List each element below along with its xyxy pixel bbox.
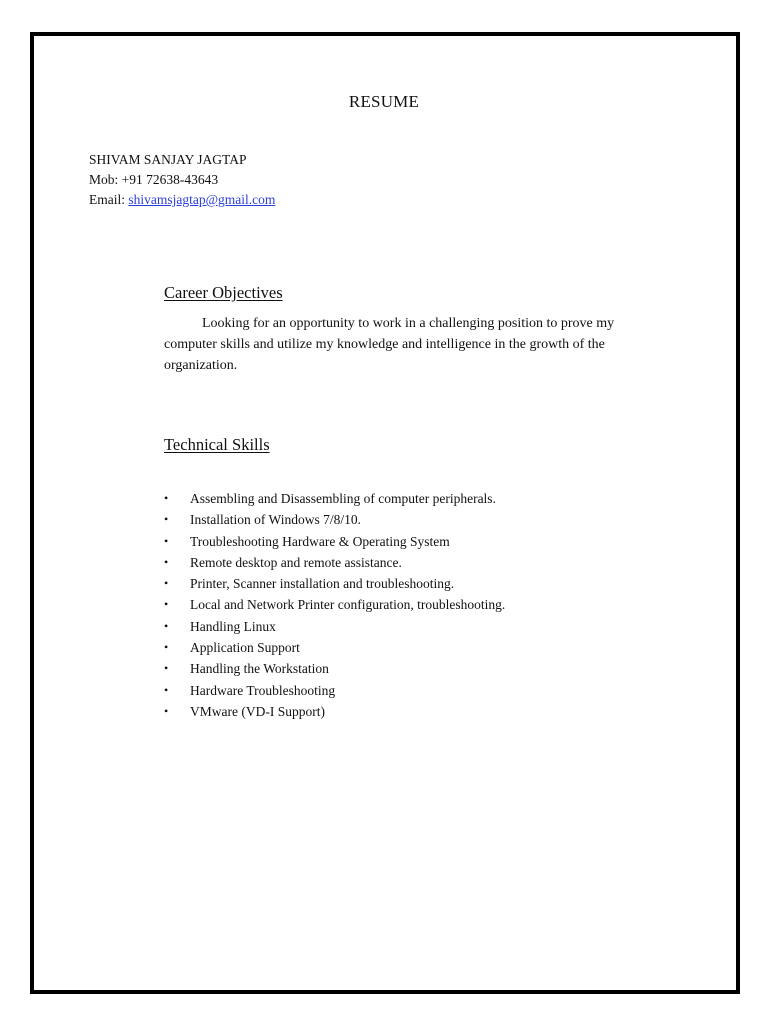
skill-item: [164, 680, 505, 701]
skill-item: [164, 658, 505, 679]
skill-text: Installation of Windows 7/8/10.: [190, 512, 361, 528]
document-title: RESUME: [348, 92, 420, 111]
skill-item: [164, 701, 505, 722]
bullet-icon: •: [164, 554, 169, 569]
skill-item: [164, 594, 505, 615]
bullet-icon: •: [164, 640, 169, 655]
bullet-icon: •: [164, 682, 169, 697]
technical-skills-list: [164, 488, 505, 722]
mobile-number: +91 72638-43643: [121, 172, 219, 187]
bullet-icon: •: [164, 703, 169, 718]
skill-item: [164, 637, 505, 658]
career-objectives-heading: Career Objectives: [164, 283, 283, 302]
skill-text: Handling Linux: [190, 618, 276, 634]
email-label: Email:: [89, 192, 125, 207]
mobile-line: [89, 170, 275, 190]
contact-block: [89, 150, 275, 210]
skill-text: Troubleshooting Hardware & Operating System: [190, 533, 450, 549]
skill-item: [164, 573, 505, 594]
email-line: [89, 190, 275, 210]
skill-text: Remote desktop and remote assistance.: [190, 554, 402, 570]
skill-text: VMware (VD-I Support): [190, 703, 325, 719]
skill-text: Handling the Workstation: [190, 661, 329, 677]
skill-item: [164, 616, 505, 637]
bullet-icon: •: [164, 491, 169, 505]
skill-text: Printer, Scanner installation and troubleshooting.: [190, 576, 455, 592]
skill-text: Assembling and Disassembling of computer peripherals.: [190, 491, 496, 506]
skill-text: Local and Network Printer configuration, troubleshooting.: [190, 597, 506, 613]
bullet-icon: •: [164, 512, 169, 527]
bullet-icon: •: [164, 576, 169, 591]
skill-item: [164, 488, 505, 509]
skill-text: Application Support: [190, 640, 300, 656]
skill-item: [164, 509, 505, 530]
bullet-icon: •: [164, 618, 169, 633]
bullet-icon: •: [164, 597, 169, 612]
bullet-icon: •: [164, 533, 169, 548]
bullet-icon: •: [164, 661, 169, 676]
skill-item: [164, 552, 505, 573]
mobile-label: Mob:: [89, 172, 119, 187]
email-link[interactable]: shivamsjagtap@gmail.com: [128, 192, 276, 207]
technical-skills-heading: Technical Skills: [164, 435, 270, 454]
applicant-name: SHIVAM SANJAY JAGTAP: [89, 152, 247, 167]
skill-text: Hardware Troubleshooting: [190, 682, 336, 698]
career-objective-text: Looking for an opportunity to work in a challenging position to prove my computer skills and utilize my knowledge and intelligence in the growth of the organization.: [164, 316, 615, 373]
skill-item: [164, 531, 505, 552]
